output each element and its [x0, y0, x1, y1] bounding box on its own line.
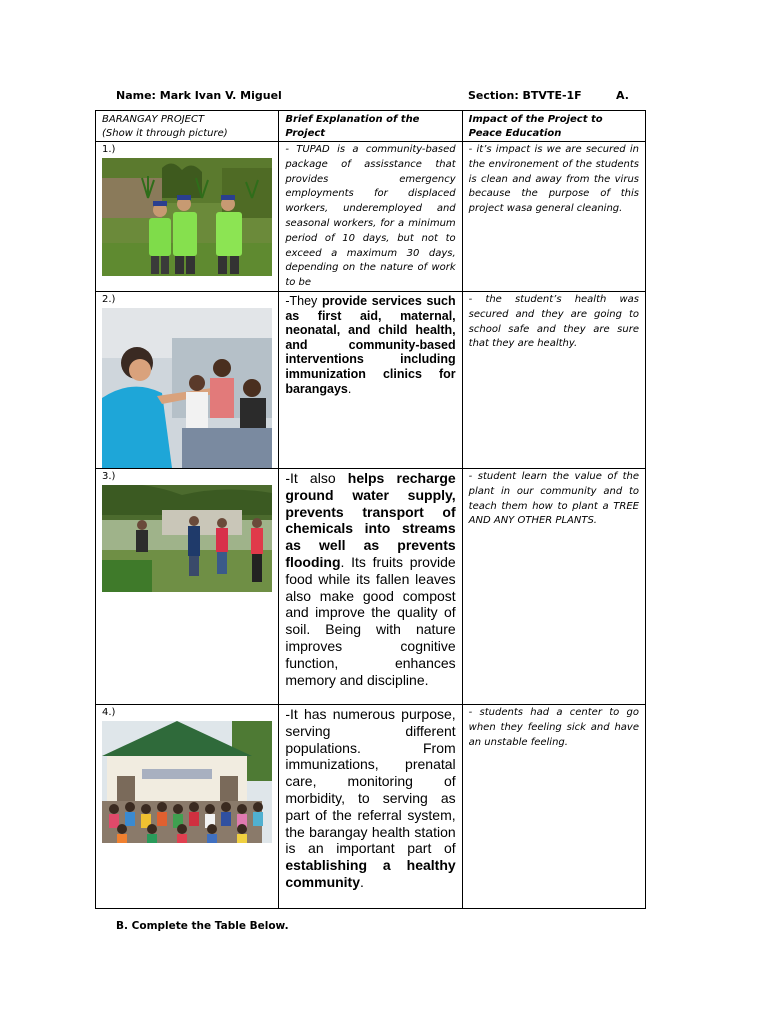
- table-row: [96, 142, 646, 292]
- table-header-row: [96, 111, 646, 142]
- impact-cell-4: [462, 704, 645, 908]
- health-services-photo: [102, 308, 272, 468]
- project-explanation: -They provide services such as first aid, maternal, neonatal, and child health, and community-based interventions including immunization clinics for barangays.: [285, 293, 456, 396]
- explanation-cell-1: [279, 142, 462, 292]
- explanation-cell-3: [279, 468, 462, 704]
- project-explanation: -It has numerous purpose, serving different populations. From immunizations, prenatal care, monitoring of morbidity, to serving as part of the referral system, the barangay health station is an important part of establishing a healthy community.: [285, 705, 456, 890]
- impact-cell-3: [462, 468, 645, 704]
- row-number: 3.): [102, 470, 116, 482]
- impact-cell-1: [462, 142, 645, 292]
- project-cell-1: [96, 142, 279, 292]
- col2-header: [279, 111, 462, 142]
- part-a-label: A.: [616, 89, 629, 102]
- health-station-photo: [102, 721, 272, 843]
- col1-subtitle: (Show it through picture): [102, 128, 228, 139]
- col1-header: [96, 111, 279, 142]
- project-impact: - the student’s health was secured and they are going to school safe and they are sure that they are healthy.: [468, 293, 639, 350]
- part-b-heading: B. Complete the Table Below.: [116, 920, 289, 932]
- row-number: 4.): [102, 706, 116, 718]
- row-number: 1.): [102, 144, 116, 155]
- project-cell-4: [96, 704, 279, 908]
- col3-header: [462, 111, 645, 142]
- student-name: Name: Mark Ivan V. Miguel: [116, 89, 282, 102]
- project-impact: - it’s impact is we are secured in the environement of the students is clean and away from the virus because the purpose of this project wasa general cleaning.: [468, 144, 639, 215]
- project-impact: - student learn the value of the plant in our community and to teach them how to plant a TREE AND ANY OTHER PLANTS.: [468, 470, 639, 527]
- explanation-cell-2: [279, 291, 462, 468]
- project-cell-3: [96, 468, 279, 704]
- project-table: [95, 110, 646, 909]
- col2-title: Brief Explanation of the Project: [285, 114, 420, 139]
- project-cell-2: [96, 291, 279, 468]
- project-impact: - students had a center to go when they feeling sick and have an unstable feeling.: [468, 706, 639, 748]
- section-label: Section: BTVTE-1F: [468, 89, 582, 102]
- table-row: [96, 704, 646, 908]
- tree-planting-photo: [102, 485, 272, 592]
- impact-cell-2: [462, 291, 645, 468]
- col1-title: BARANGAY PROJECT: [102, 114, 205, 125]
- explanation-cell-4: [279, 704, 462, 908]
- row-number: 2.): [102, 293, 116, 305]
- tupad-workers-photo: [102, 158, 272, 276]
- table-row: [96, 468, 646, 704]
- project-explanation: - TUPAD is a community-based package of assisstance that provides emergency employments for displaced workers, underemployed and seasonal workers, for a minimum period of 10 days, but not to exceed a maximum 30 days, depending on the nature of work to be: [285, 144, 456, 289]
- col3-title: Impact of the Project to Peace Education: [468, 114, 603, 139]
- table-row: [96, 291, 646, 468]
- project-explanation: -It also helps recharge ground water supply, prevents transport of chemicals into streams as well as prevents flooding. Its fruits provide food while its fallen leaves also make good compost and improve the quality of soil. Being with nature improves cognitive function, enhances memory and discipline.: [285, 469, 456, 688]
